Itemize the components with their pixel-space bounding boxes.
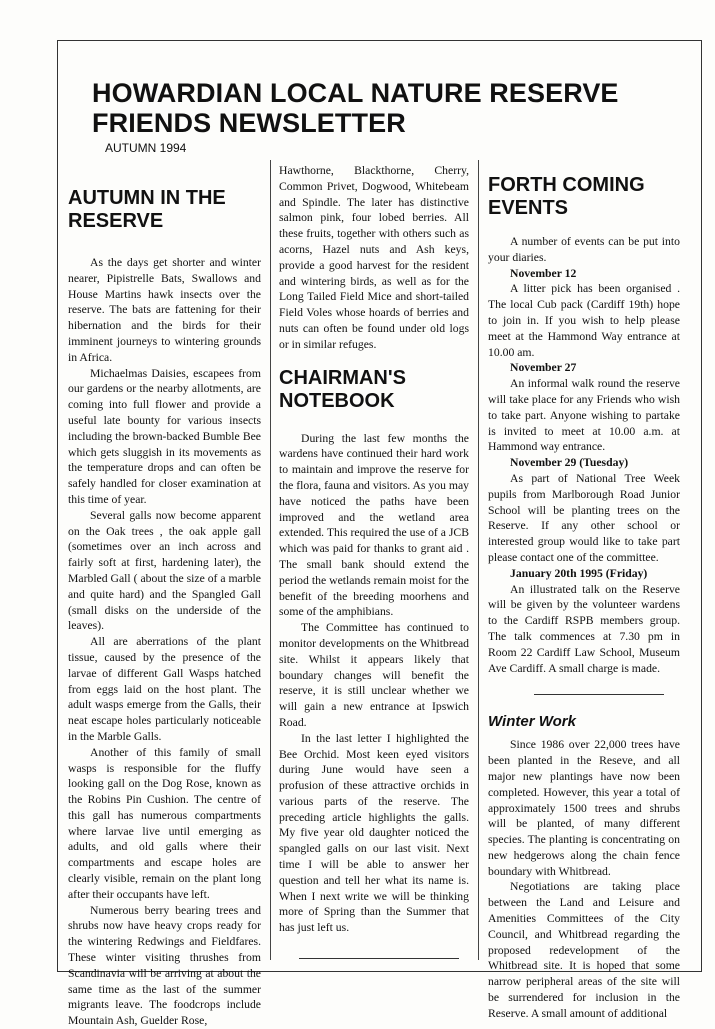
autumn-heading: AUTUMN IN THE RESERVE [68,187,226,232]
events-intro: A number of events can be put into your diaries. [488,235,680,264]
event-text: A litter pick has been organised . The local Cub pack (Cardiff 19th) hope to join in. If you wish to help please meet at the Hammond Way entrance at 10.00 am. [488,282,680,359]
event-date: November 27 [510,361,577,375]
masthead [92,78,692,155]
chairman-paragraph: During the last few months the wardens have continued their hard work to maintain and improve the reserve for the flora, fauna and visitors. As you may have noticed the paths have been improved and the wetland area extended. This required the use of a JCB which was paid for thanks to grant aid . The small bank should extend the period the wetlands remain moist for the benefit of the breeding moorhens and some of the amphibians. [279,431,469,619]
autumn-paragraph: All are aberrations of the plant tissue, caused by the presence of the larvae of different Gall Wasps hatched from eggs laid on the host plant. The adult wasps emerge from the Galls, their neat escape holes particularly noticeable in the Marble Galls. [68,635,261,743]
winter-paragraph: Since 1986 over 22,000 trees have been planted in the Reseve, and all major new plantings have now been completed. However, this year a total of approximately 1500 trees and shrubs will be planted, of many different species. The planting is concentrating on new hedgerows along the chain fence boundary with Whitbread. [488,738,680,878]
autumn-paragraph: Several galls now become apparent on the Oak trees , the oak apple gall (sometimes over an inch across and fairly soft at first, hardening later), the Marbled Gall ( about the size of a marble and quite hard) and the Spangled Gall (small disks on the underside of the leaves). [68,508,261,633]
autumn-paragraph: Another of this family of small wasps is responsible for the fluffy looking gall on the Dog Rose, known as the Robins Pin Cushion. The centre of this gall has numerous compartments where larvae live until emerging as adults, and old galls where their compartments and escape holes are clearly visible, remain on the plant long after their occupants have left. [68,745,261,901]
issue-date: AUTUMN 1994 [105,141,187,155]
event-date: November 12 [510,266,577,280]
winter-heading: Winter Work [488,713,576,731]
winter-paragraph: Negotiations are taking place between the Land and Leisure and Amenities Committees of the City Council, and Whitbread regarding the proposed redevelopment of the Whitbread site. It is hoped that some narrow peripheral areas of the site will be surrendered for inclusion in the Reserve. A small amount of additional [488,880,680,1020]
autumn-paragraph: Michaelmas Daisies, escapees from our gardens or the nearby allotments, are coming into full flower and provide a useful late bounty for various insects including the brown-backed Bumble Bee which gets sluggish in its movements as the temperature drops and can often be safely handled for closer examination at this time of year. [68,366,261,506]
newsletter-title: HOWARDIAN LOCAL NATURE RESERVE FRIENDS NEWSLETTER [92,78,619,138]
autumn-paragraph: As the days get shorter and winter nearer, Pipistrelle Bats, Swallows and House Martins hawk insects over the reserve. The bats are fattening for their hibernation and the birds for their imminent journeys to wintering grounds in Africa. [68,256,261,364]
event-date: January 20th 1995 (Friday) [510,566,648,580]
column-1 [68,187,261,1029]
event-text: An illustrated talk on the Reserve will be given by the volunteer wardens to the Cardiff RSPB members group. The talk commences at 7.30 pm in Room 22 Cardiff Law School, Museum Ave Cardiff. A small charge is made. [488,582,680,675]
chairman-paragraph: In the last letter I highlighted the Bee Orchid. Most keen eyed visitors during June would have seen a profusion of these attractive orchids in various parts of the reserve. The preceding article highlights the galls. My five year old daughter noticed the spangled galls on our last visit. Next time I will be able to answer her question and tell her what its name is. When I next write we will be thinking more of Spring than the Summer that has just left us. [279,731,469,935]
section-divider [299,958,459,959]
section-divider [534,694,664,695]
autumn-continuation: Hawthorne, Blackthorne, Cherry, Common Privet, Dogwood, Whitebeam and Spindle. The later has distinctive salmon pink, four lobed berries. All these fruits, together with others such as acorns, Hazel nuts and Ash keys, provide a good harvest for the resident and wintering birds, as well as for the Long Tailed Field Mice and short-tailed Field Voles whose hoards of berries and nuts can often be found under old logs or in similar refuges. [279,164,469,351]
chairman-paragraph: The Committee has continued to monitor developments on the Whitbread site. Whilst it appears likely that boundary changes will benefit the reserve, it is still unclear whether we will gain a new entrance at Ipswich Road. [279,621,469,729]
event-date: November 29 (Tuesday) [510,456,629,470]
autumn-paragraph: Numerous berry bearing trees and shrubs now have heavy crops ready for the wintering Redwings and Fieldfares. These winter visiting thrushes from Scandinavia will be arriving at about the same time as the last of the summer migrants leave. The foodcrops include Mountain Ash, Guelder Rose, [68,903,261,1028]
events-heading: FORTH COMING EVENTS [488,174,645,219]
event-text: As part of National Tree Week pupils from Marlborough Road Junior School will be planting trees on the Reserve. If any other school or interested group would like to take part please contact one of the committee. [488,471,680,564]
chairman-heading: CHAIRMAN'S NOTEBOOK [279,366,406,412]
column-divider-left [270,160,271,960]
column-2 [279,163,469,959]
column-3 [488,174,680,1022]
column-divider-right [478,160,479,960]
event-text: An informal walk round the reserve will take place for any Friends who wish to take part. Anyone wishing to partake is invited to meet at 10.00 a.m. at Hammond way entrance. [488,377,680,454]
